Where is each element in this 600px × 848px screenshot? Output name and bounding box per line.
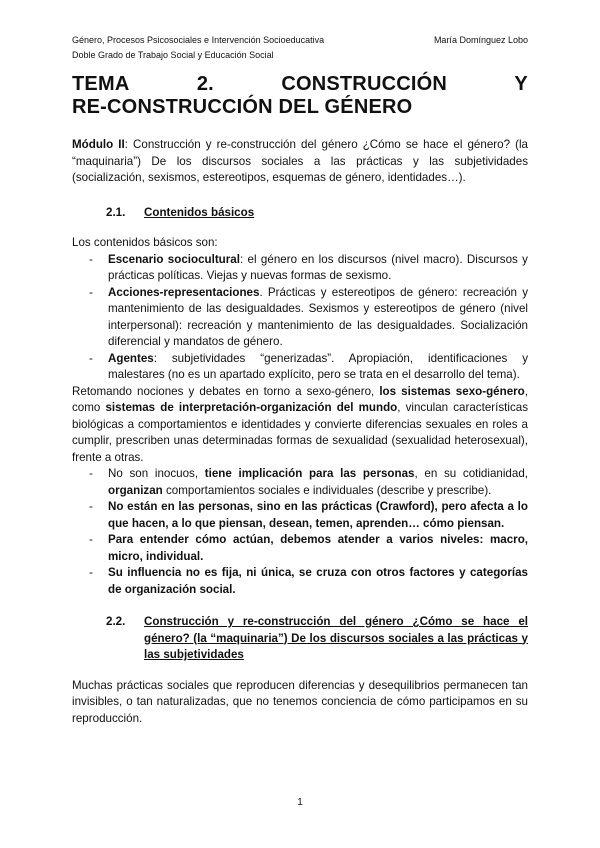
list-item: - Agentes: subjetividades “generizadas”. Apropiación, identificaciones y malestares (no es un apartado explícito, pero se trata en el desarrollo del tema).	[89, 351, 528, 381]
page-header	[72, 33, 528, 63]
title-word-number: 2.	[196, 73, 214, 95]
item-text: . Prácticas y estereotipos de género: recreación y mantenimiento de las desigualdades. Sexismos y estereotipos de género (nivel interpersonal): recreación y mantenimiento de las desigualdades. Socialización diferencial y mandatos de género.	[108, 285, 528, 348]
section-number: 2.2.	[106, 615, 126, 628]
title-word-y: Y	[514, 73, 528, 95]
item-text: : el género en los discursos (nivel macro). Discursos y prácticas políticas. Viejas y nuevas formas de sexismo.	[108, 252, 528, 282]
section-title: Contenidos básicos	[144, 205, 255, 219]
section-heading-2-1	[106, 205, 528, 222]
list-item: - Su influencia no es fija, ni única, se cruza con otros factores y categorías de organización social.	[89, 566, 528, 596]
list-item: - No están en las personas, sino en las prácticas (Crawford), pero afecta a lo que hacen, a lo que piensan, desean, temen, aprenden… cómo piensan.	[89, 500, 528, 530]
list-item: - Acciones-representaciones. Prácticas y estereotipos de género: recreación y mantenimiento de las desigualdades. Sexismos y estereotipos de género (nivel interpersonal): recreación y mantenimiento de las desigualdades. Socialización diferencial y mandatos de género.	[89, 285, 528, 348]
closing-paragraph: Muchas prácticas sociales que reproducen diferencias y desequilibrios permanecen tan invisibles, o tan naturalizadas, que no tenemos conciencia de cómo participamos en su reproducción.	[72, 678, 528, 725]
intro-text: Los contenidos básicos son:	[72, 236, 218, 249]
title-line-2: RE-CONSTRUCCIÓN DEL GÉNERO	[72, 96, 413, 118]
item-text: : subjetividades “generizadas”. Apropiación, identificaciones y malestares (no es un apartado explícito, pero se trata en el desarrollo del tema).	[108, 351, 528, 381]
header-author: María Domínguez Lobo	[433, 35, 528, 45]
page-title	[72, 73, 528, 119]
title-word-construccion: CONSTRUCCIÓN	[281, 73, 448, 95]
list-item: - Para entender cómo actúan, debemos atender a varios niveles: macro, micro, individual.	[89, 533, 528, 563]
implications-list	[72, 466, 528, 598]
title-word-tema: TEMA	[72, 73, 130, 95]
section-heading-2-2	[106, 614, 528, 664]
retomando-paragraph: Retomando nociones y debates en torno a sexo-género, los sistemas sexo-género, como sistemas de interpretación-organización del mundo, vinculan características biológicas a comportamientos e identidades y convierte diferencias sexuales en roles a cumplir, prescriben unas determinadas formas de sexualidad (sexualidad heterosexual), frente a otras.	[72, 384, 528, 464]
list-item: - Escenario sociocultural: el género en los discursos (nivel macro). Discursos y prácticas políticas. Viejas y nuevas formas de sexismo.	[89, 252, 528, 282]
section-number: 2.1.	[106, 205, 126, 219]
modulo-text: : Construcción y re-construcción del género ¿Cómo se hace el género? (la “maquinaria”) De los discursos sociales a las prácticas y las subjetividades (socialización, sexismos, estereotipos, esquemas de género, identidades…).	[72, 138, 528, 184]
document-body	[72, 137, 528, 727]
section-title: Construcción y re-construcción del género ¿Cómo se hace el género? (la “maquinaria”) De los discursos sociales a las prácticas y las subjetividades	[144, 615, 528, 661]
header-course: Género, Procesos Psicosociales e Intervención Socioeducativa	[72, 35, 325, 45]
modulo-label: Módulo II	[72, 138, 125, 151]
header-degree: Doble Grado de Trabajo Social y Educación Social	[72, 50, 274, 60]
page-number: 1	[297, 797, 303, 808]
item-bold: Escenario sociocultural	[108, 252, 240, 266]
list-item: - No son inocuos, tiene implicación para las personas, en su cotidianidad, organizan comportamientos sociales e individuales (describe y prescribe).	[89, 467, 528, 497]
item-bold: Agentes	[108, 351, 154, 365]
item-bold: Acciones-representaciones	[108, 285, 260, 299]
modulo-paragraph	[72, 137, 528, 187]
contents-list	[72, 252, 528, 384]
